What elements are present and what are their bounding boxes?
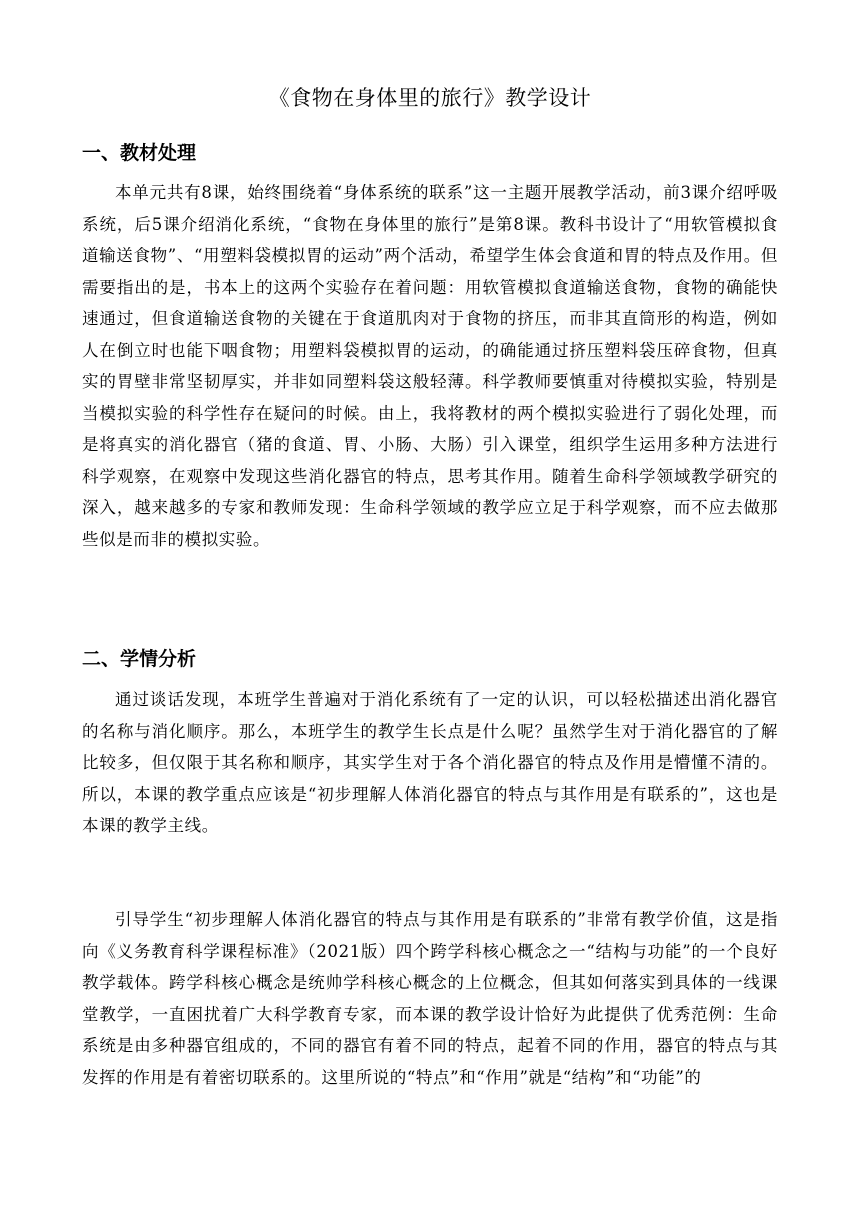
paragraph-learner-analysis-1: 通过谈话发现，本班学生普遍对于消化系统有了一定的认识，可以轻松描述出消化器官的名称与消化顺序。那么，本班学生的教学生长点是什么呢？虽然学生对于消化器官的了解比较多，但仅限于其名称和顺序，其实学生对于各个消化器官的特点及作用是懵懂不清的。所以，本课的教学重点应该是“初步理解人体消化器官的特点与其作用是有联系的”，这也是本课的教学主线。 — [82, 690, 778, 835]
section-heading-learner-analysis: 二、学情分析 — [82, 648, 197, 670]
section-heading-textbook-processing: 一、教材处理 — [82, 142, 197, 164]
document-title: 《食物在身体里的旅行》教学设计 — [268, 86, 592, 110]
paragraph-textbook-processing: 本单元共有8课，始终围绕着“身体系统的联系”这一主题开展教学活动，前3课介绍呼吸系统，后5课介绍消化系统，“食物在身体里的旅行”是第8课。教科书设计了“用软管模拟食道输送食物”、“用塑料袋模拟胃的运动”两个活动，希望学生体会食道和胃的特点及作用。但需要指出的是，书本上的这两个实验存在着问题：用软管模拟食道输送食物，食物的确能快速通过，但食道输送食物的关键在于食道肌肉对于食物的挤压，而非其直筒形的构造，例如人在倒立时也能下咽食物；用塑料袋模拟胃的运动，的确能通过挤压塑料袋压碎食物，但真实的胃壁非常坚韧厚实，并非如同塑料袋这般轻薄。科学教师要慎重对待模拟实验，特别是当模拟实验的科学性存在疑问的时候。由上，我将教材的两个模拟实验进行了弱化处理，而是将真实的消化器官（猪的食道、胃、小肠、大肠）引入课堂，组织学生运用多种方法进行科学观察，在观察中发现这些消化器官的特点，思考其作用。随着生命科学领域教学研究的深入，越来越多的专家和教师发现：生命科学领域的教学应立足于科学观察，而不应去做那些似是而非的模拟实验。 — [82, 183, 778, 549]
paragraph-learner-analysis-2: 引导学生“初步理解人体消化器官的特点与其作用是有联系的”非常有教学价值，这是指向《义务教育科学课程标准》（2021版）四个跨学科核心概念之一“结构与功能”的一个良好教学载体。跨学科核心概念是统帅学科核心概念的上位概念，但其如何落实到具体的一线课堂教学，一直困扰着广大科学教育专家，而本课的教学设计恰好为此提供了优秀范例：生命系统是由多种器官组成的，不同的器官有着不同的特点，起着不同的作用，器官的特点与其发挥的作用是有着密切联系的。这里所说的“特点”和“作用”就是“结构”和“功能”的 — [82, 910, 778, 1087]
